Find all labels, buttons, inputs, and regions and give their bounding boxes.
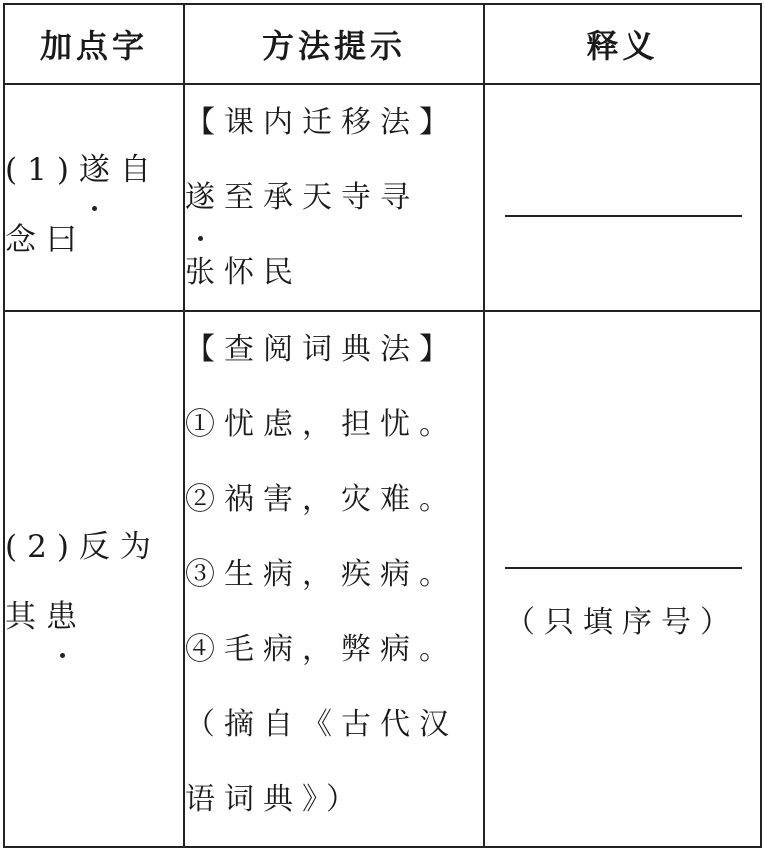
answer-blank[interactable] — [505, 567, 742, 569]
dotted-word-cell — [4, 84, 184, 311]
meaning-cell — [484, 84, 761, 311]
header-method-hint: 方法提示 — [184, 4, 484, 84]
header-row — [4, 4, 761, 84]
word-text: 自 — [119, 152, 161, 188]
header-dotted-word: 加点字 — [4, 4, 184, 84]
dotted-word-cell — [4, 311, 184, 847]
dotted-character: 遂 — [185, 160, 224, 235]
definition-item: ③生病，疾病。 — [185, 557, 458, 592]
table-row — [4, 311, 761, 847]
definition-item: ④毛病，弊病。 — [185, 632, 458, 667]
source-note: （摘自《古代汉 — [185, 707, 458, 742]
method-title: 【课内迁移法】 — [185, 105, 458, 140]
dotted-character: 患 — [46, 582, 87, 652]
example-rest: 至承天寺寻 — [224, 180, 419, 215]
definition-item: ①忧虑，担忧。 — [185, 407, 458, 442]
source-note-cont: 语词典》） — [185, 782, 365, 817]
word-text: (2)反为 — [5, 529, 161, 565]
method-title: 【查阅词典法】 — [185, 332, 458, 367]
table-row — [4, 84, 761, 311]
answer-instruction: （只填序号） — [505, 605, 739, 640]
definition-item: ②祸害，灾难。 — [185, 482, 458, 517]
dotted-character: 遂 — [79, 135, 120, 205]
worksheet-table — [3, 3, 762, 848]
example-sentence — [185, 160, 483, 235]
method-hint-cell — [184, 311, 484, 847]
item-number: (1) — [5, 152, 79, 188]
method-hint-cell — [184, 84, 484, 311]
example-sentence-cont: 张怀民 — [185, 255, 302, 290]
word-text: 念曰 — [5, 222, 87, 258]
meaning-cell — [484, 311, 761, 847]
word-text: 其 — [5, 599, 46, 635]
answer-blank[interactable] — [505, 215, 742, 217]
header-meaning: 释义 — [484, 4, 761, 84]
